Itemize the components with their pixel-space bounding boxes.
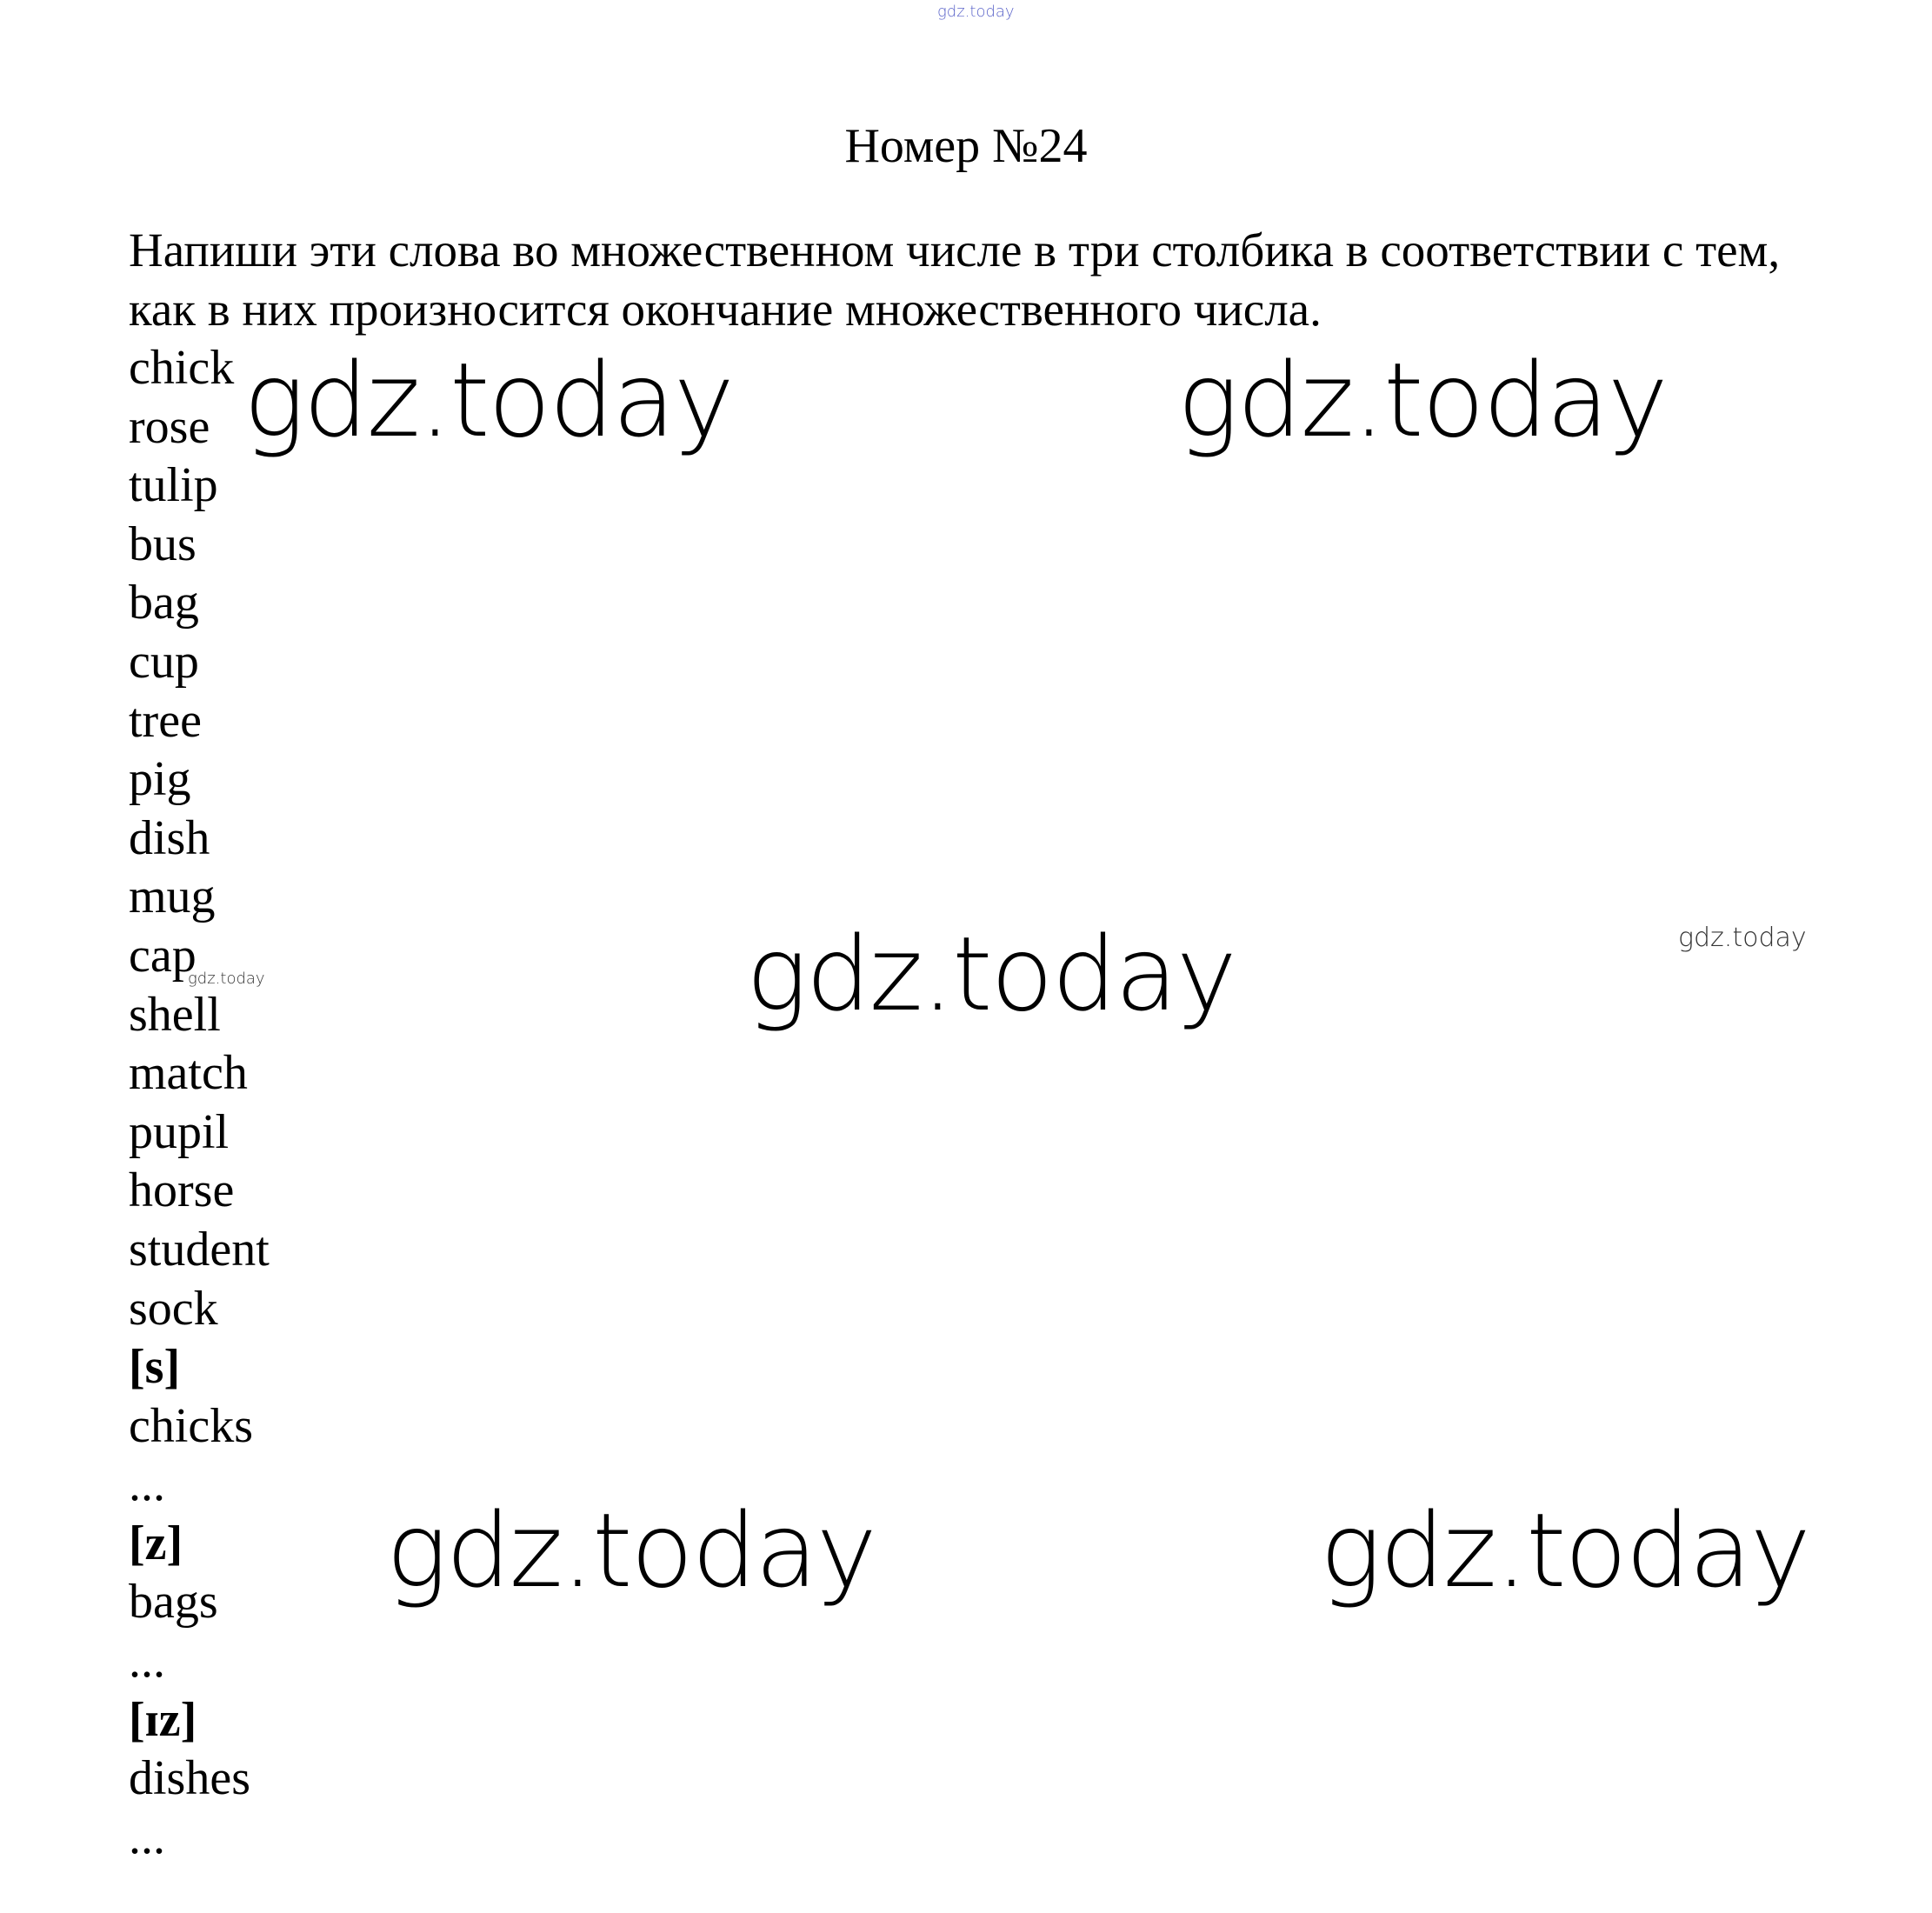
list-item: shell [129,987,221,1042]
list-item: cup [129,634,199,689]
column-example-iz: dishes [129,1751,250,1806]
list-item: tulip [129,458,218,513]
list-item: cap [129,928,197,983]
word-list [129,339,270,1867]
column-heading-s: [s] [129,1340,181,1395]
watermark-2: gdz.today [1177,340,1667,460]
watermark-1: gdz.today [243,340,733,460]
list-item: dish [129,810,210,865]
watermark-6: gdz.today [386,1490,876,1610]
watermark-5: gdz.today [188,970,265,988]
watermark-7: gdz.today [1320,1490,1809,1610]
list-item: bus [129,517,197,571]
list-item: tree [129,693,202,748]
list-item: pig [129,752,191,807]
watermark-3: gdz.today [746,914,1236,1034]
column-example-z: bags [129,1575,218,1630]
list-item: rose [129,399,210,454]
list-item: pupil [129,1104,230,1159]
column-ellipsis-z: ... [129,1634,165,1689]
list-item: chick [129,341,235,395]
list-item: match [129,1046,248,1101]
column-heading-z: [z] [129,1516,183,1570]
list-item: student [129,1222,270,1276]
list-item: bag [129,576,199,630]
list-item: mug [129,870,216,924]
task-instruction: Напиши эти слова во множественном числе в три столбика в соответствии с тем, как в них произносится окончание множественного числа. [129,223,1781,336]
watermark-4: gdz.today [1678,923,1807,953]
watermark-top: gdz.today [937,3,1015,21]
page-title: Номер №24 [844,119,1088,173]
column-heading-iz: [ɪz] [129,1692,197,1747]
column-ellipsis-iz: ... [129,1810,165,1864]
column-example-s: chicks [129,1398,254,1453]
list-item: sock [129,1281,218,1336]
column-ellipsis-s: ... [129,1457,165,1512]
list-item: horse [129,1163,235,1218]
